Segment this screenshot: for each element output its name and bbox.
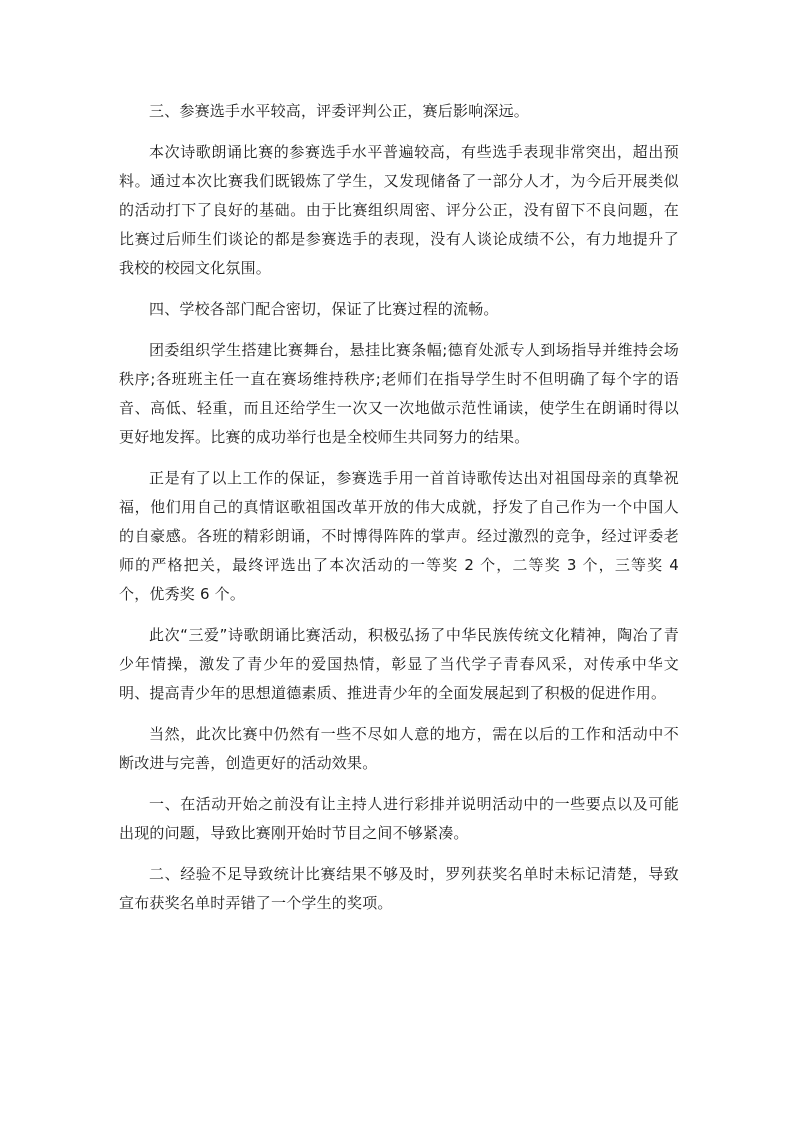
body-paragraph: 本次诗歌朗诵比赛的参赛选手水平普遍较高，有些选手表现非常突出，超出预料。通过本次比赛我们既锻炼了学生，又发现储备了一部分人才，为今后开展类似的活动打下了良好的基础。由于比赛组织周密、评分公正，没有留下不良问题，在比赛过后师生们谈论的都是参赛选手的表现，没有人谈论成绩不公，有力地提升了我校的校园文化氛围。 <box>119 143 679 277</box>
document-body <box>119 97 679 918</box>
body-paragraph: 正是有了以上工作的保证，参赛选手用一首首诗歌传达出对祖国母亲的真挚祝福，他们用自己的真情讴歌祖国改革开放的伟大成就，抒发了自己作为一个中国人的自豪感。各班的精彩朗诵，不时博得阵阵的掌声。经过激烈的竞争，经过评委老师的严格把关，最终评选出了本次活动的一等奖 2 个，二等奖 3 个，三等奖 4 个，优秀奖 6 个。 <box>119 469 679 603</box>
list-item-1: 一、在活动开始之前没有让主持人进行彩排并说明活动中的一些要点以及可能出现的问题，导致比赛刚开始时节目之间不够紧凑。 <box>119 795 679 842</box>
body-paragraph: 此次“三爱”诗歌朗诵比赛活动，积极弘扬了中华民族传统文化精神，陶冶了青少年情操，激发了青少年的爱国热情，彰显了当代学子青春风采，对传承中华文明、提高青少年的思想道德素质、推进青少年的全面发展起到了积极的促进作用。 <box>119 626 679 702</box>
body-paragraph: 当然，此次比赛中仍然有一些不尽如人意的地方，需在以后的工作和活动中不断改进与完善，创造更好的活动效果。 <box>119 725 679 772</box>
body-paragraph: 团委组织学生搭建比赛舞台，悬挂比赛条幅;德育处派专人到场指导并维持会场秩序;各班班主任一直在赛场维持秩序;老师们在指导学生时不但明确了每个字的语音、高低、轻重，而且还给学生一次又一次地做示范性诵读，使学生在朗诵时得以更好地发挥。比赛的成功举行也是全校师生共同努力的结果。 <box>119 341 679 446</box>
section-heading-4: 四、学校各部门配合密切，保证了比赛过程的流畅。 <box>149 300 499 318</box>
list-item-2: 二、经验不足导致统计比赛结果不够及时，罗列获奖名单时未标记清楚，导致宣布获奖名单时弄错了一个学生的奖项。 <box>119 865 679 912</box>
section-heading-3: 三、参赛选手水平较高，评委评判公正，赛后影响深远。 <box>149 102 530 120</box>
